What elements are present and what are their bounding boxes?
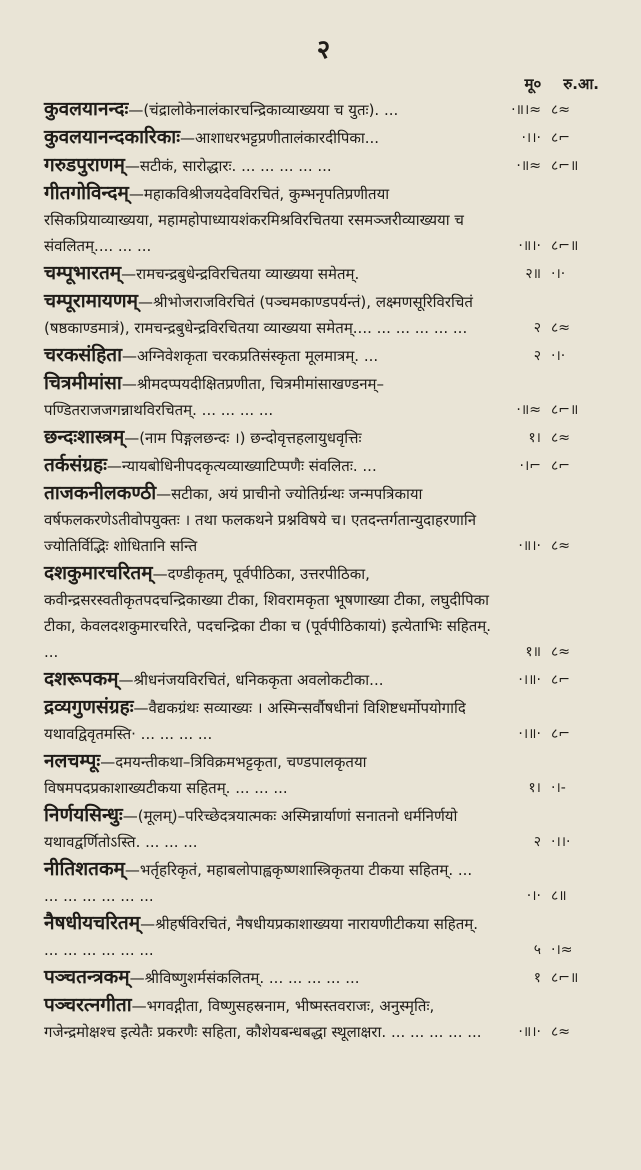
entry-price: ८⌐ [551, 726, 571, 742]
catalog-entry [44, 370, 603, 423]
entry-title: गीतगोविन्दम् [44, 182, 129, 204]
entry-description: —सटीकं, सारोद्धारः. ... ... ... ... ... [124, 157, 332, 175]
entry-volumes: ·॥≈ [516, 158, 541, 174]
entry-volumes: ·॥।· [518, 238, 541, 254]
entry-figures [505, 97, 603, 123]
entry-figures [505, 453, 603, 479]
entry-description: —श्रीधनंजयविरचितं, धनिककृता अवलोकटीका... [118, 671, 384, 689]
entry-title: तर्कसंग्रहः [44, 454, 107, 476]
entry-description: —सटीका, अयं प्राचीनो ज्योतिर्ग्रन्थः जन्मपत्रिकाया वर्षफलकरणेऽतीवोपयुक्तः । तथा फलकथने प्रश्नविषये च। एतदन्तर्गतान्युदाहरणानि ज्योतिर्विद्भिः शोधितानि सन्ति [44, 485, 477, 555]
entry-title: छन्दःशास्त्रम् [44, 426, 125, 448]
entry-price: ८≈ [551, 320, 571, 336]
entry-price: ·।- [551, 780, 566, 796]
entry-price: ८⌐॥ [551, 238, 579, 254]
catalog-entry [44, 260, 603, 287]
entry-title: निर्णयसिन्धुः [44, 804, 123, 826]
entry-figures [505, 533, 603, 559]
entry-price: ८⌐ [551, 130, 571, 146]
entry-title: चम्पूभारतम् [44, 262, 122, 284]
entry-price: ८⌐॥ [551, 402, 579, 418]
entry-price: ८≈ [551, 1024, 571, 1040]
entry-volumes: १ [533, 970, 541, 986]
entry-title: चम्पूरामायणम् [44, 290, 139, 312]
entry-volumes: ·।⌐ [519, 458, 541, 474]
catalog-entry [44, 480, 603, 559]
entry-description: —दण्डीकृतम्, पूर्वपीठिका, उत्तरपीठिका, कवीन्द्रसरस्वतीकृतपदचन्द्रिकाख्या टीका, शिवरामकृता भूषणाख्या टीका, लघुदीपिका टीका, केवलदशकुमारचरिते, पदचन्द्रिका टीका च (पूर्वपीठिकायां) इत्येताभिः सहितम्. ... [44, 565, 491, 661]
entry-description: —श्रीभोजराजविरचितं (पञ्चमकाण्डपर्यन्तं), लक्ष्मणसूरिविरचितं (षष्ठकाण्डमात्रं), रामचन्द्रबुधेन्द्रविरचितया व्याख्यया समेतम्.... ... ... ... ... ... [44, 293, 473, 337]
entry-figures [505, 1019, 603, 1045]
entry-volumes: ·।॥· [518, 726, 541, 742]
entry-volumes: २ [533, 348, 541, 364]
entry-price: ८≈ [551, 644, 571, 660]
entry-figures [505, 343, 603, 369]
entry-description: —वैद्यकग्रंथः सव्याख्यः । अस्मिन्सर्वौषधीनां विशिष्टधर्मोपयोगादि यथावद्विवृतमस्ति· ... ... ... ... [44, 699, 466, 743]
entry-description: —(नाम पिङ्गलछन्दः ।) छन्दोवृत्तहलायुधवृत्तिः [124, 429, 362, 447]
entry-price: ८≈ [551, 102, 571, 118]
catalog-entry [44, 560, 603, 665]
entry-price: ·।≈ [551, 942, 573, 958]
entry-volumes: ·॥।· [518, 538, 541, 554]
entry-figures [505, 125, 603, 151]
catalog-entry [44, 452, 603, 479]
catalog-entry [44, 666, 603, 693]
entry-volumes: ·।॥· [518, 672, 541, 688]
entry-price: ८⌐ [551, 458, 571, 474]
entry-title: कुवलयानन्दकारिकाः [44, 126, 181, 148]
entry-price: ·।· [551, 348, 566, 364]
entry-figures [505, 425, 603, 451]
catalog-entry [44, 96, 603, 123]
entry-figures [505, 775, 603, 801]
page-number: २ [316, 35, 331, 65]
entry-description: —अग्निवेशकृता चरकप्रतिसंस्कृता मूलमात्रम्. ... [122, 347, 379, 365]
catalog-entry [44, 424, 603, 451]
catalog-entry [44, 856, 603, 909]
entry-description: —दमयन्तीकथा–त्रिविक्रमभट्टकृता, चण्डपालकृतया विषमपदप्रकाशाख्यटीकया सहितम्. ... ... ... [44, 753, 367, 797]
entry-title: पञ्चतन्त्रकम् [44, 966, 130, 988]
entry-price: ८॥ [551, 888, 567, 904]
entry-title: चरकसंहिता [44, 344, 123, 366]
entry-volumes: १॥ [525, 644, 541, 660]
catalog-entry [44, 748, 603, 801]
entry-volumes: १। [528, 780, 541, 796]
entry-description: —(चंद्रालोकेनालंकारचन्द्रिकाव्याख्यया च युतः). ... [128, 101, 399, 119]
entry-figures [505, 937, 603, 963]
entry-figures [505, 261, 603, 287]
entry-figures [505, 153, 603, 179]
catalog-entry [44, 180, 603, 259]
entry-description: —रामचन्द्रबुधेन्द्रविरचितया व्याख्यया समेतम्. [121, 265, 360, 283]
entry-figures [505, 315, 603, 341]
entry-volumes: १। [528, 430, 541, 446]
entry-figures [505, 721, 603, 747]
entry-figures [505, 965, 603, 991]
entry-title: गरुडपुराणम् [44, 154, 125, 176]
entry-title: नीतिशतकम् [44, 858, 125, 880]
catalog-entry [44, 910, 603, 963]
entry-price: ८⌐॥ [551, 158, 579, 174]
price-header: रु.आ. [563, 75, 599, 93]
entry-title: ताजकनीलकण्ठी [44, 482, 157, 504]
entry-volumes: ·॥≈ [516, 402, 541, 418]
catalog-entry [44, 992, 603, 1045]
catalog-entry [44, 342, 603, 369]
entry-price: ·।· [551, 266, 566, 282]
catalog-entry [44, 964, 603, 991]
catalog-entry [44, 694, 603, 747]
entry-description: —भगवद्गीता, विष्णुसहस्रनाम, भीष्मस्तवराजः, अनुस्मृतिः, गजेन्द्रमोक्षश्च इत्येतैः प्रकरणैः सहिता, कौशेयबन्धबद्धा स्थूलाक्षरा. ... ... ... ... ... [44, 997, 482, 1041]
entry-volumes: २ [533, 320, 541, 336]
entry-price: ८≈ [551, 538, 571, 554]
entry-price: ८⌐ [551, 672, 571, 688]
entry-title: नैषधीयचरितम् [44, 912, 141, 934]
entry-title: चित्रमीमांसा [44, 372, 122, 394]
entry-description: —श्रीहर्षविरचितं, नैषधीयप्रकाशाख्यया नारायणीटीकया सहितम्. ... ... ... ... ... ... [44, 915, 479, 959]
entry-description: —महाकविश्रीजयदेवविरचितं, कुम्भनृपतिप्रणीतया रसिकप्रियाव्याख्यया, महामहोपाध्यायशंकरमिश्रविरचितया रसमञ्जरीव्याख्यया च संवलितम्.... ... ... [44, 185, 464, 255]
entry-title: पञ्चरत्नगीता [44, 994, 132, 1016]
catalog-entry [44, 124, 603, 151]
entry-description: —श्रीविष्णुशर्मसंकलितम्. ... ... ... ... ... [129, 969, 360, 987]
entry-description: —भर्तृहरिकृतं, महाबलोपाह्वकृष्णशास्त्रिकृतया टीकया सहितम्. ... ... ... ... ... ... ... [44, 861, 473, 905]
entry-price: ८≈ [551, 430, 571, 446]
entry-figures [505, 883, 603, 909]
entry-description: —आशाधरभट्टप्रणीतालंकारदीपिका... [180, 129, 380, 147]
volumes-header: मू० [524, 75, 542, 93]
entry-title: दशकुमारचरितम् [44, 562, 153, 584]
entry-title: कुवलयानन्दः [44, 98, 129, 120]
catalog-entry [44, 152, 603, 179]
entry-volumes: ·।।· [521, 130, 541, 146]
catalog-entry [44, 288, 603, 341]
entry-description: —न्यायबोधिनीपदकृत्यव्याख्याटिप्पणैः संवलितः. ... [106, 457, 377, 475]
entry-figures [505, 829, 603, 855]
entry-volumes: ·॥।· [518, 1024, 541, 1040]
entry-figures [505, 639, 603, 665]
catalog-entry [44, 802, 603, 855]
entry-volumes: २ [533, 834, 541, 850]
entry-volumes: २॥ [525, 266, 541, 282]
entry-figures [505, 397, 603, 423]
entry-description: —(मूलम्)–परिच्छेदत्रयात्मकः अस्मिन्नार्याणां सनातनो धर्मनिर्णयो यथावद्वर्णितोऽस्ति. ... ... ... [44, 807, 458, 851]
entry-description: —श्रीमदप्पयदीक्षितप्रणीता, चित्रमीमांसाखण्डनम्–पण्डितराजजगन्नाथविरचितम्. ... ... ... ... [44, 375, 385, 419]
entry-title: नलचम्पूः [44, 750, 101, 772]
entry-price: ·।।· [551, 834, 571, 850]
entry-title: दशरूपकम् [44, 668, 119, 690]
entry-price: ८⌐॥ [551, 970, 579, 986]
entry-volumes: ·।· [526, 888, 541, 904]
entry-volumes: ·॥।≈ [511, 102, 541, 118]
entry-figures [505, 667, 603, 693]
entry-figures [505, 233, 603, 259]
column-headers [44, 74, 603, 94]
entry-title: द्रव्यगुणसंग्रहः [44, 696, 134, 718]
entry-volumes: ५ [533, 942, 541, 958]
